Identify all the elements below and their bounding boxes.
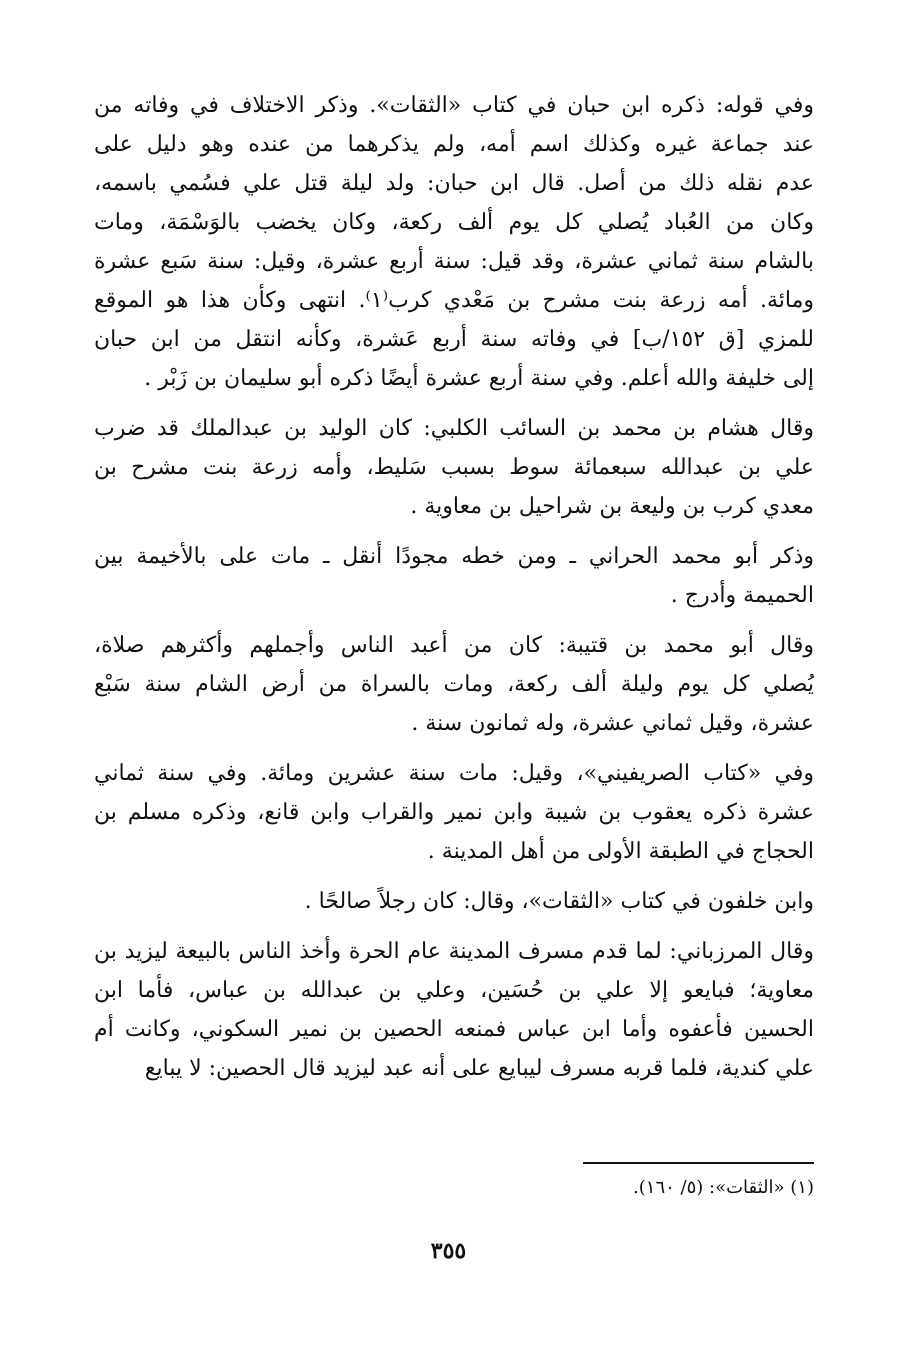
paragraph	[94, 932, 814, 1088]
paragraph	[94, 86, 814, 398]
text-line: ومائة. أمه زرعة بنت مشرح بن مَعْدي كرب⁽١⁾. انتهى وكأن هذا هو الموقع	[94, 288, 814, 313]
footnote-separator	[583, 1162, 814, 1164]
text-line: يُصلي كل يوم وليلة ألف ركعة، ومات بالسراة من أرض الشام سنة سَبْع	[94, 672, 814, 697]
text-line: عشرة ذكره يعقوب بن شيبة وابن نمير والقراب وابن قانع، وذكره مسلم بن	[94, 800, 814, 825]
text-line: معاوية؛ فبايعو إلا علي بن حُسَين، وعلي بن عبدالله بن عباس، فأما ابن	[94, 978, 814, 1003]
text-line: عشرة، وقيل ثماني عشرة، وله ثمانون سنة .	[411, 711, 814, 736]
paragraph	[94, 754, 814, 871]
text-line: وابن خلفون في كتاب «الثقات»، وقال: كان رجلاً صالحًا .	[304, 889, 814, 914]
text-line: وقال المرزباني: لما قدم مسرف المدينة عام الحرة وأخذ الناس بالبيعة ليزيد بن	[94, 939, 814, 964]
text-line: وفي «كتاب الصريفيني»، وقيل: مات سنة عشرين ومائة. وفي سنة ثماني	[94, 761, 815, 786]
text-line: وكان من العُباد يُصلي كل يوم ألف ركعة، وكان يخضب بالوَسْمَة، ومات	[94, 210, 814, 235]
text-line: معدي كرب بن وليعة بن شراحيل بن معاوية .	[410, 494, 814, 519]
text-line: عدم نقله ذلك من أصل. قال ابن حبان: ولد ليلة قتل علي فسُمي باسمه،	[94, 171, 814, 196]
text-line: الحميمة وأدرج .	[670, 583, 814, 608]
paragraph	[94, 537, 814, 615]
text-line: وذكر أبو محمد الحراني ـ ومن خطه مجودًا أنقل ـ مات على بالأخيمة بين	[94, 544, 814, 569]
text-line: الحجاج في الطبقة الأولى من أهل المدينة .	[427, 839, 814, 864]
text-line: علي كندية، فلما قربه مسرف ليبايع على أنه عبد ليزيد قال الحصين: لا يبايع	[144, 1056, 814, 1081]
text-line: وفي قوله: ذكره ابن حبان في كتاب «الثقات». وذكر الاختلاف في وفاته من	[94, 93, 814, 118]
text-line: إلى خليفة والله أعلم. وفي سنة أربع عشرة أيضًا ذكره أبو سليمان بن زَبْر .	[144, 366, 814, 391]
text-line: وقال هشام بن محمد بن السائب الكلبي: كان الوليد بن عبدالملك قد ضرب	[94, 416, 814, 441]
paragraph	[94, 409, 814, 526]
text-line: علي بن عبدالله سبعمائة سوط بسبب سَليط، وأمه زرعة بنت مشرح بن	[94, 455, 814, 480]
text-line: بالشام سنة ثماني عشرة، وقد قيل: سنة أربع عشرة، وقيل: سنة سَبع عشرة	[94, 249, 814, 274]
text-line: للمزي [ق ١٥٢/ب] في وفاته سنة أربع عَشرة، وكأنه انتقل من ابن حبان	[94, 327, 815, 352]
text-line: عند جماعة غيره وكذلك اسم أمه، ولم يذكرهما من عنده وهو دليل على	[94, 132, 814, 157]
paragraph	[94, 626, 814, 743]
page-number: ٣٥٥	[430, 1238, 467, 1264]
text-line: الحسين فأعفوه وأما ابن عباس فمنعه الحصين بن نمير السكوني، وكانت أم	[94, 1017, 814, 1042]
page-body	[94, 86, 814, 1099]
paragraph	[94, 882, 814, 921]
footnote: (١) «الثقات»: (٥/ ١٦٠).	[633, 1177, 814, 1198]
text-line: وقال أبو محمد بن قتيبة: كان من أعبد الناس وأجملهم وأكثرهم صلاة،	[94, 633, 814, 658]
